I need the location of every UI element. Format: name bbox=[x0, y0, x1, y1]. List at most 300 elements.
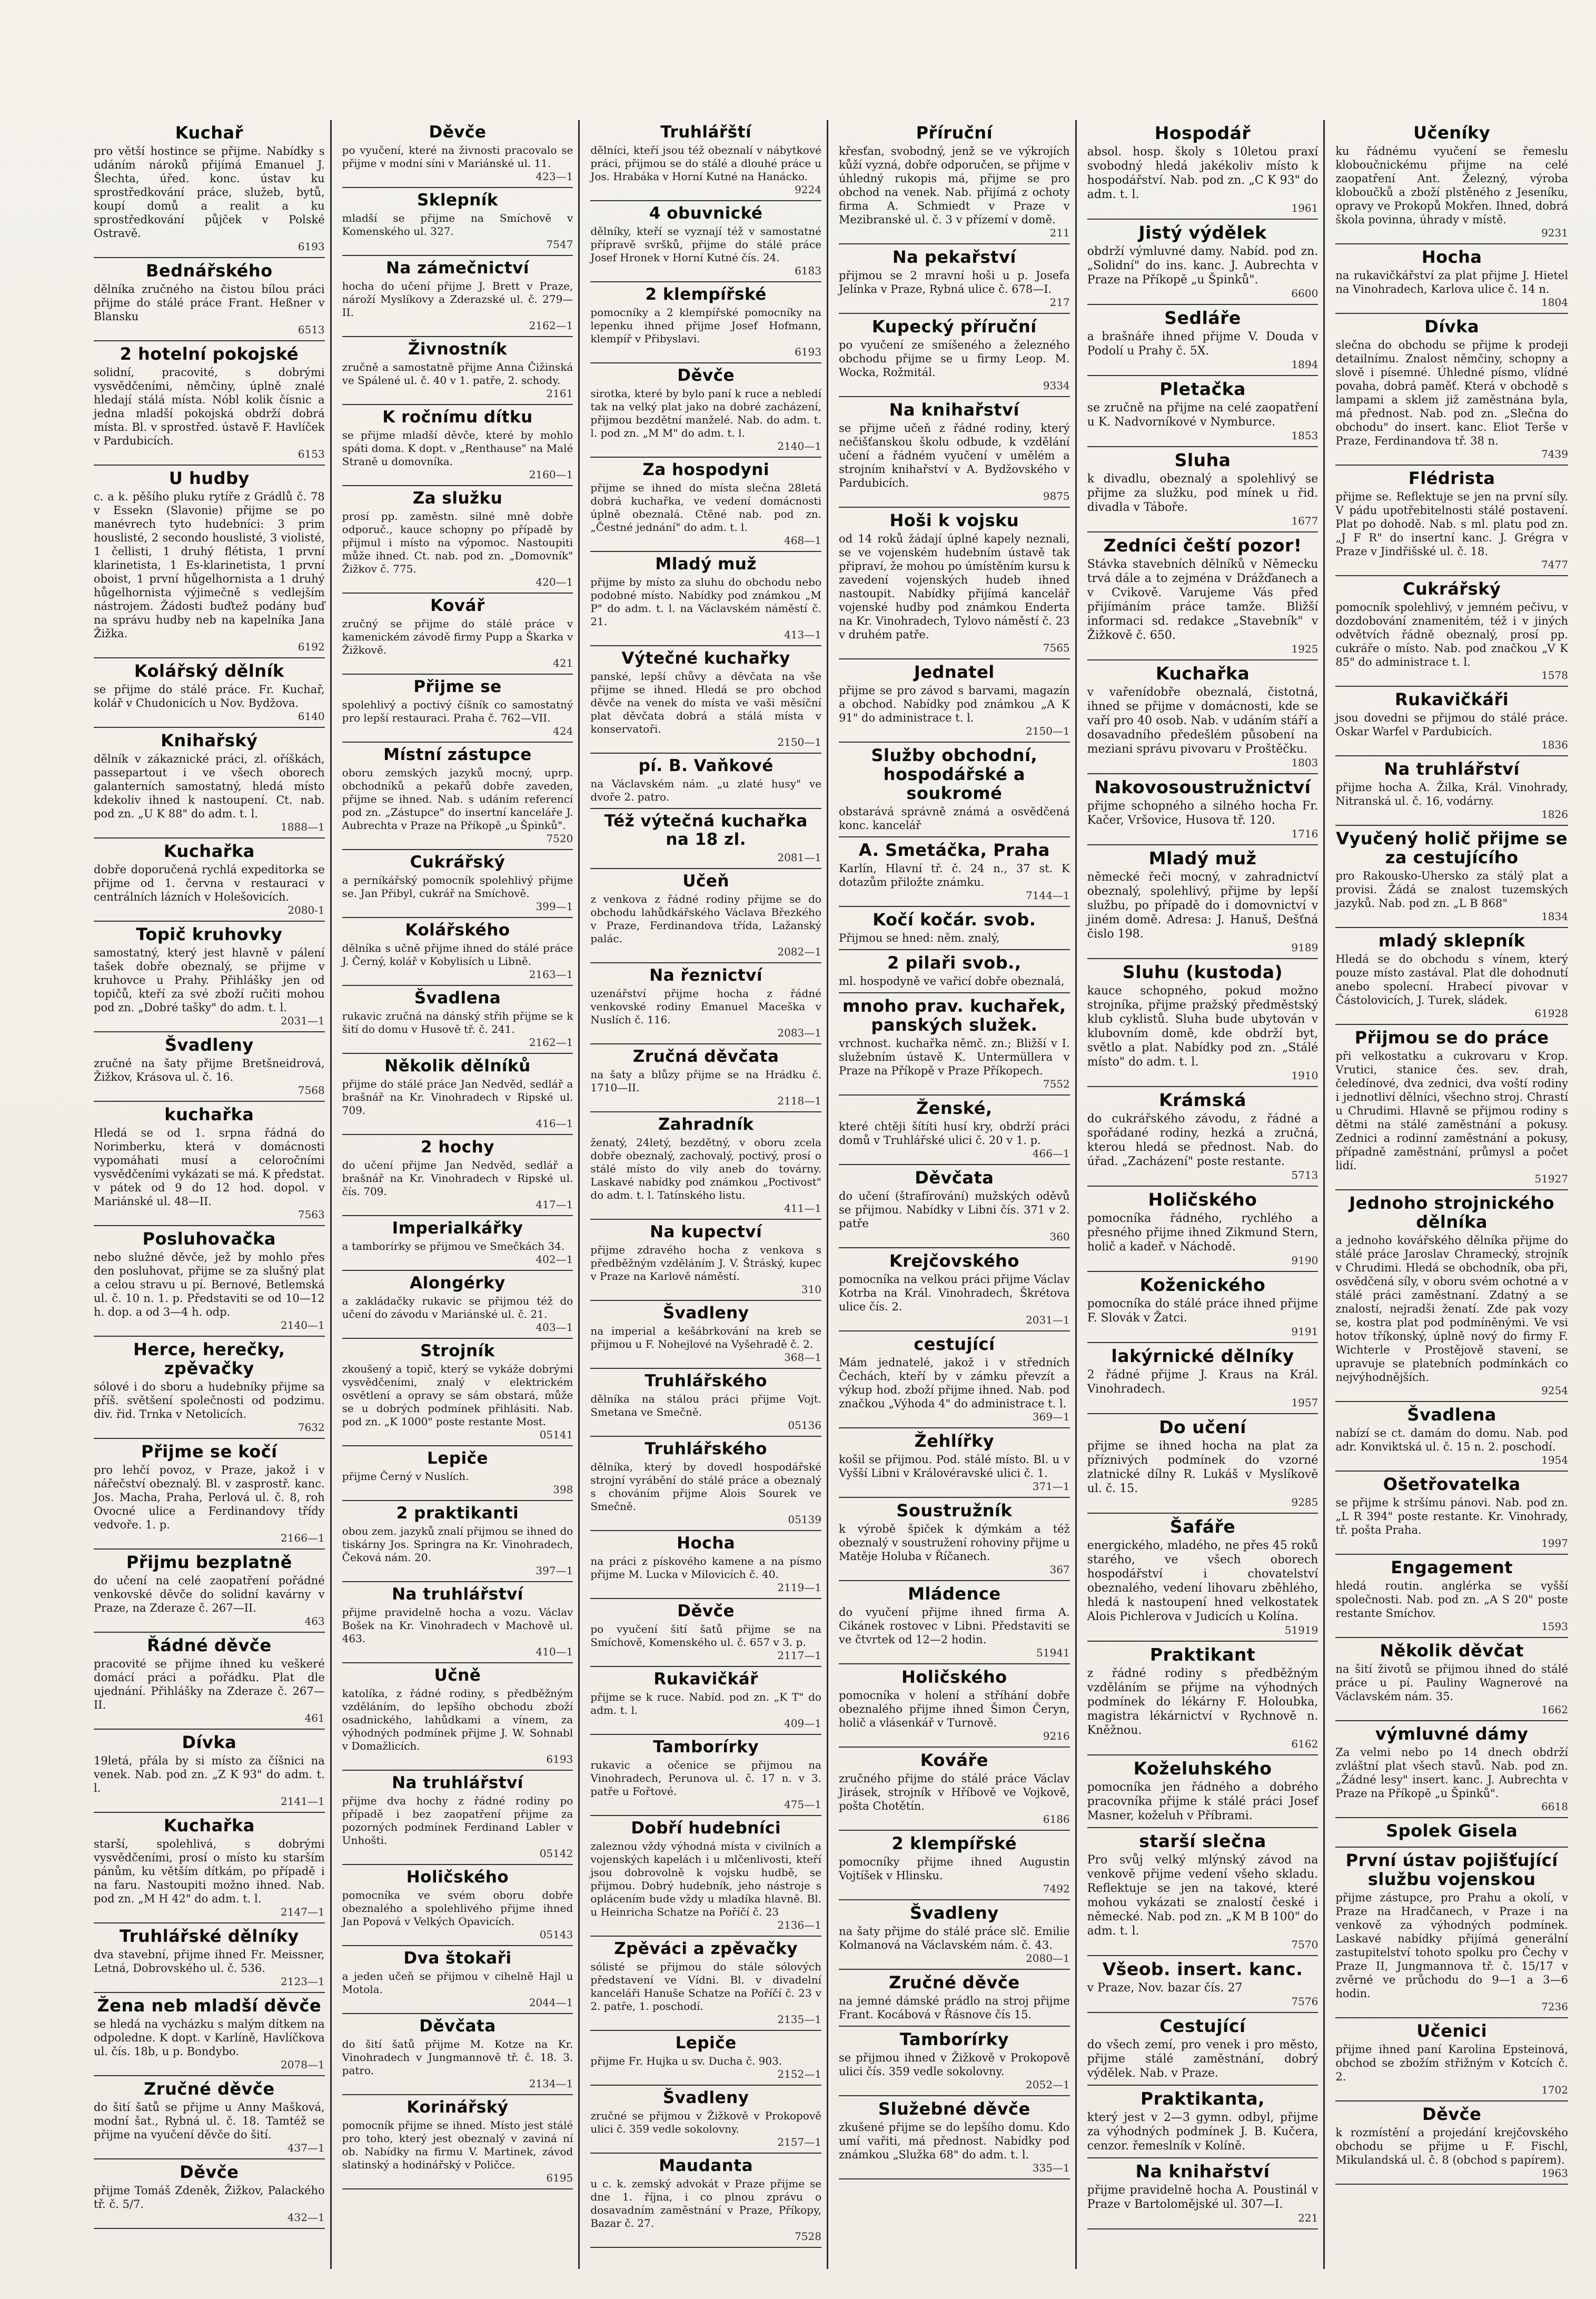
classified-ad bbox=[342, 1946, 573, 2014]
ad-body: do učení na celé zaopatření pořádné venkovské děvče do solidní kavárny v Praze, na Zderaze č. 267—II. bbox=[94, 1574, 325, 1614]
ad-heading: Knihařský bbox=[161, 731, 258, 751]
ad-body: c. a k. pěšího pluku rytíře z Grádlů č. 78 v Essekn (Slavonie) přijme se po manévrech tyto hudebníci: 3 prim houslisté, 2 secondo houslisté, 3 violisté, 1 čellisti, 1 druhý flétista, 1 první klarinetista, 1 Es-klarinetista, 1 první oboist, 1 první hůgelhornista a 1 druhý hůgelhornista výjimečně s vedlejším nástrojem. Žádosti buďtež podány buď na správu hudby neb na kapelníka Jana Žižka. bbox=[94, 490, 325, 640]
ad-reference-number: 6513 bbox=[298, 323, 325, 336]
classified-ad bbox=[590, 1937, 821, 2031]
ad-reference-number: 432—1 bbox=[287, 2211, 325, 2224]
ad-heading: Cukrářský bbox=[1402, 579, 1501, 599]
classified-ad bbox=[342, 743, 573, 850]
ad-body: slečna do obchodu se přijme k prodeji detailnímu. Znalost němčiny, schopny a slově i písemné. Úhledné písmo, vlídné povaha, dobrá paměť. Která v obchodě s lampami a sklem již zaměstnána byla, má přednost. Nab. pod zn. „Slečna do obchodu" do insert. kanc. Eliot Terše v Praze, Ferdinandova tř. 38 n. bbox=[1335, 339, 1568, 447]
ad-body: sólisté se přijmou do stále sólových představení ve Vídni. Bl. v divadelní kanceláři Hanuše Schatze na Poříčí č. 23 v 2. patře, 1. poschodí. bbox=[590, 1960, 821, 2012]
ad-body: na imperial a kešábrkování na kreb se přijmou u F. Nohejlové na Vyšehradě č. 2. bbox=[590, 1325, 821, 1350]
classified-ad bbox=[94, 2076, 325, 2159]
ad-reference-number: 05141 bbox=[539, 1428, 573, 1441]
ad-reference-number: 51941 bbox=[1036, 1646, 1070, 1659]
ad-reference-number: 1826 bbox=[1541, 808, 1568, 821]
ad-heading: Děvče bbox=[1422, 2104, 1482, 2124]
ad-heading: Zahradník bbox=[658, 1115, 754, 1134]
classified-ad bbox=[342, 594, 573, 675]
ad-body: k divadlu, obeznalý a spolehlivý se přijme za služku, pod mínek u řid. divadla v Táboře. bbox=[1087, 472, 1319, 514]
ad-heading: Soustružník bbox=[896, 1501, 1013, 1521]
ad-reference-number: 2157—1 bbox=[777, 2136, 821, 2148]
ad-reference-number: 417—1 bbox=[536, 1198, 573, 1211]
classified-ad bbox=[94, 1813, 325, 1923]
ad-body: u c. k. zemský advokát v Praze přijme se dne 1. října, i co plnou zprávu o dosavadním zaměstnání v Praze, Příkopy, Bazar č. 27. bbox=[590, 2177, 821, 2229]
classified-ad bbox=[839, 397, 1070, 508]
ad-body: kauce schopného, pokud možno strojníka, přijme pražský předměstský klub cyklistů. Sluha bude ubytován v klubovním domě, kde obdrží byt, světlo a plat. Nabídky pod zn. „Stálé místo" do adm. t. l. bbox=[1087, 984, 1319, 1069]
ad-body: pracovité se přijme ihned ku veškeré domácí práci a pořádku. Plat dle ujednání. Přihlášky na Zderaze č. 267—II. bbox=[94, 1657, 325, 1711]
ad-heading: Mladý muž bbox=[1148, 848, 1257, 869]
ad-body: k rozmístění a projedání krejčovského obchodu se přijme u F. Fischl, Mikulandská ul. č. 8 (obchod s papírem). bbox=[1335, 2126, 1568, 2166]
ad-body: na jemné dámské prádlo na stroj přijme Frant. Kocábová v Řásnove čís 15. bbox=[838, 1995, 1070, 2021]
ad-heading: Na zámečnictví bbox=[385, 259, 530, 278]
ad-body: starší, spolehlivá, s dobrými vysvědčeními, prosí o místo ku starším pánům, ku větším dítkám, po případě i na faru. Nastoupiti možno ihned. Nab. pod zn. „M H 42" do adm. t. l. bbox=[94, 1838, 325, 1905]
ad-body: pomocníky a 2 klempířské pomocníky na lepenku ihned přijme Josef Hofmann, klempíř v Přibyslavi. bbox=[590, 306, 821, 345]
ad-reference-number: 217 bbox=[1049, 296, 1070, 309]
ad-reference-number: 2082—1 bbox=[777, 945, 821, 958]
ad-body: sólové i do sboru a hudebníky přijme sa příš. světšení společnosti od podzimu. div. řid. Trnka v Netolicích. bbox=[94, 1380, 325, 1420]
classified-ad bbox=[94, 1550, 325, 1633]
ad-body: dělník v zákaznické práci, zl. oříškách, passepartout i ve všech oborech galanterních samostatný, hledá místo kdekoliv ihned k nastoupení. Ct. nab. pod zn. „U K 88" do adm. t. l. bbox=[94, 753, 325, 820]
ad-reference-number: 2140—1 bbox=[281, 1319, 325, 1331]
ad-heading: A. Smetáčka, Praha bbox=[858, 840, 1050, 860]
ad-heading: Rukavičkář bbox=[653, 1670, 758, 1689]
ad-reference-number: 423—1 bbox=[536, 170, 573, 183]
classified-ad bbox=[1087, 1087, 1319, 1187]
ad-reference-number: 437—1 bbox=[287, 2142, 325, 2154]
ad-heading: Místní zástupce bbox=[383, 745, 532, 764]
ad-heading: Zpěváci a zpěvačky bbox=[614, 1939, 798, 1958]
ad-heading: Šafáře bbox=[1169, 1516, 1236, 1537]
ad-heading: Kuchařka bbox=[163, 841, 255, 861]
ad-body: a perníkářský pomocník spolehlivý přijme se. Jan Přibyl, cukrář na Smíchově. bbox=[342, 874, 573, 900]
ad-reference-number: 51919 bbox=[1284, 1624, 1319, 1636]
ad-heading: Koženického bbox=[1139, 1275, 1266, 1295]
ad-heading: Též výtečná kuchařka na 18 zl. bbox=[604, 812, 808, 849]
ad-heading: Švadleny bbox=[164, 1035, 254, 1055]
ad-heading: Alongérky bbox=[410, 1274, 505, 1292]
ad-reference-number: 2162—1 bbox=[529, 1036, 573, 1049]
ad-heading: Posluhovačka bbox=[142, 1229, 276, 1249]
ad-heading: Krejčovského bbox=[889, 1251, 1019, 1271]
ad-reference-number: 1963 bbox=[1541, 2167, 1568, 2179]
ad-heading: Sedláře bbox=[1164, 308, 1241, 328]
ad-body: pro lehčí povoz, v Praze, jakož i v nářečství obeznalý. Bl. v zasprostř. kanc. Jos. Macha, Praha, Perlová ul. č. 8, roh Ovocné ulice a Ferdinandovy třídy vedvoře. 1. p. bbox=[94, 1464, 325, 1531]
classified-ad bbox=[839, 2096, 1070, 2179]
ad-body: pro Rakousko-Uhersko za stálý plat a provisi. Žádá se znalost tuzemských jazyků. Nab. pod zn. „L B 868" bbox=[1335, 870, 1568, 910]
ad-heading: Řádné děvče bbox=[147, 1635, 272, 1655]
ad-reference-number: 420—1 bbox=[536, 576, 573, 588]
classified-ad bbox=[839, 508, 1070, 659]
ad-heading: Krámská bbox=[1159, 1090, 1246, 1110]
classified-ad bbox=[1087, 220, 1319, 305]
ad-heading: výmluvné dámy bbox=[1375, 1724, 1529, 1744]
ad-heading: Děvčata bbox=[419, 2017, 496, 2036]
classified-ad bbox=[1335, 928, 1568, 1025]
classified-ad bbox=[590, 2031, 821, 2086]
ad-reference-number: 2136—1 bbox=[777, 1919, 821, 1931]
ad-heading: Živnostník bbox=[408, 340, 508, 359]
ad-heading: Ošetřovatelka bbox=[1383, 1474, 1521, 1494]
ad-reference-number: 1677 bbox=[1291, 515, 1319, 527]
ad-body: přijme dva hochy z řádné rodiny po případě i bez zaopatření přijme za pozorných podmínek Ferdinand Labler v Unhošti. bbox=[342, 1794, 573, 1847]
ad-heading: Služebné děvče bbox=[878, 2099, 1030, 2119]
ad-heading: Přijmu bezplatně bbox=[126, 1552, 292, 1572]
classified-ad bbox=[342, 1501, 573, 1582]
ad-heading: Švadleny bbox=[662, 2088, 749, 2107]
ad-heading: Cestující bbox=[1159, 2016, 1246, 2036]
classified-ad bbox=[839, 314, 1070, 397]
ad-reference-number: 468—1 bbox=[784, 534, 821, 547]
ad-body: se přijme k stršímu pánovi. Nab. pod zn. „L R 394" poste restante. Kr. Vinohrady, tř. pošta Praha. bbox=[1335, 1496, 1568, 1536]
ad-heading: Strojník bbox=[420, 1341, 495, 1360]
classified-ad bbox=[1087, 1642, 1319, 1755]
ad-reference-number: 2031—1 bbox=[281, 1014, 325, 1027]
ad-heading: Na řeznictví bbox=[649, 966, 763, 985]
ad-reference-number: 6192 bbox=[298, 640, 325, 653]
ad-body: se přijme učeň z řádné rodiny, který nečišťanskou školu odbude, k vzdělání učení a řádném vyučení v umělém a strojním knihařství v A. Bydžovského v Pardubicích. bbox=[838, 422, 1070, 489]
ad-reference-number: 398 bbox=[553, 1483, 573, 1496]
ad-body: po vyučení, které na živnosti pracovalo se přijme v modní síni v Mariánské ul. 11. bbox=[342, 144, 573, 170]
classified-ad bbox=[839, 1428, 1070, 1498]
ad-body: ženatý, 24letý, bezdětný, v oboru zcela dobře obeznalý, zachovalý, poctivý, prosí o stálé místo do vily aneb do továrny. Laskavé nabídky pod známkou „Poctivost" do adm. t. l. Tatínského listu. bbox=[590, 1136, 821, 1201]
ad-reference-number: 475—1 bbox=[784, 1798, 821, 1811]
classified-ad bbox=[1087, 2086, 1319, 2158]
ad-reference-number: 7477 bbox=[1541, 558, 1568, 571]
classified-ad bbox=[1335, 1848, 1568, 2018]
ad-heading: Sluha bbox=[1174, 450, 1231, 470]
column-3 bbox=[585, 120, 828, 2269]
ad-body: při velkostatku a cukrovaru v Krop. Vrutici, stanice čes. sev. drah, čeledínové, dva zednici, dva voští rodiny i jednotliví dělníci, všechno stroj. Chrastí u Chrudimi. Hlavně se přijmou rodiny s dětmi na stálé zaměstnání a pokusy. Zednici a rodinní zaměstnání a pokusy, případně zaměstnání, průmysl a počet lidí. bbox=[1335, 1050, 1568, 1172]
ad-heading: Mladý muž bbox=[655, 555, 757, 574]
ad-heading: Hocha bbox=[677, 1534, 736, 1553]
ad-reference-number: 399—1 bbox=[536, 900, 573, 913]
ad-reference-number: 371—1 bbox=[1032, 1480, 1070, 1493]
ad-reference-number: 335—1 bbox=[1032, 2162, 1070, 2174]
column-2 bbox=[337, 120, 580, 2269]
ad-heading: Sluhu (kustoda) bbox=[1122, 962, 1283, 982]
ad-body: zkušené přijme se do lepšího domu. Kdo umí vařiti, má přednost. Nabídky pod známkou „Služka 68" do adm. t. l. bbox=[838, 2121, 1070, 2161]
classified-ad bbox=[342, 1663, 573, 1771]
ad-heading: Kupecký příruční bbox=[871, 317, 1037, 337]
classified-ad bbox=[1335, 756, 1568, 826]
ad-heading: Zedníci čeští pozor! bbox=[1103, 535, 1302, 556]
classified-ad bbox=[839, 1248, 1070, 1331]
ad-body: katolíka, z řádné rodiny, s předběžným vzděláním, do lepšího obchodu zboží osadnického, lahůdkami a vínem, za výhodných podmínek přijme J. W. Sohnabl v Domažlicích. bbox=[342, 1687, 573, 1752]
ad-heading: cestující bbox=[914, 1334, 995, 1354]
classified-ad bbox=[839, 993, 1070, 1096]
ad-reference-number: 1702 bbox=[1541, 2084, 1568, 2096]
ad-heading: Truhlářské dělníky bbox=[119, 1926, 299, 1946]
ad-body: rukavic a očenice se přijmou na Vinohradech, Perunova ul. č. 17 n. v 3. patře u Fořtové. bbox=[590, 1759, 821, 1798]
ad-body: pomocníka řádného, rychlého a přesného přijme ihned Zikmund Stern, holič a kadeř. v Náchodě. bbox=[1087, 1212, 1319, 1254]
classified-ad bbox=[839, 1664, 1070, 1748]
ad-body: na šaty přijme do stálé práce slč. Emilie Kolmanová na Václavském nám. č. 43. bbox=[838, 1925, 1070, 1951]
ad-reference-number: 397—1 bbox=[536, 1564, 573, 1577]
classified-ad bbox=[590, 754, 821, 809]
ad-reference-number: 9191 bbox=[1291, 1325, 1319, 1338]
ad-heading: Služby obchodní, hospodářské a soukromé bbox=[871, 745, 1038, 803]
ad-body: obstarává správně známá a osvědčená konc. kancelář bbox=[838, 805, 1070, 832]
classified-ad bbox=[342, 120, 573, 188]
ad-reference-number: 7528 bbox=[795, 2230, 821, 2243]
classified-ad bbox=[342, 188, 573, 256]
classified-ad bbox=[1335, 314, 1568, 466]
ad-body: pomocník přijme se ihned. Místo jest stálé pro toho, který jest obeznalý v zaviná ní ob. Nabídky na firmu V. Martinek, závod slatinský a hodinářský v Poličce. bbox=[342, 2119, 573, 2171]
classified-ad bbox=[1335, 466, 1568, 576]
classified-ad bbox=[839, 907, 1070, 950]
ad-reference-number: 310 bbox=[801, 1283, 821, 1296]
ad-reference-number: 2080-1 bbox=[288, 904, 325, 916]
ad-heading: Na truhlářství bbox=[392, 1773, 523, 1792]
classified-ad bbox=[590, 1816, 821, 1937]
ad-body: přijme se k ruce. Nabíd. pod zn. „K T" do adm. t. l. bbox=[590, 1691, 821, 1716]
classified-ad bbox=[342, 2014, 573, 2095]
ad-reference-number: 463 bbox=[304, 1615, 325, 1627]
classified-ad bbox=[342, 918, 573, 986]
ad-body: do šití šatů přijme M. Kotze na Kr. Vinohradech v Jungmannově tř. č. 18. 3. patro. bbox=[342, 2038, 573, 2077]
ad-body: na rukavičkářství za plat přijme J. Hietel na Vinohradech, Karlova ulice č. 14 n. bbox=[1335, 269, 1568, 295]
ad-reference-number: 369—1 bbox=[1032, 1410, 1070, 1423]
classified-ad bbox=[342, 1865, 573, 1946]
ad-body: z řádné rodiny s předběžným vzděláním se přijme na výhodných podmínek do lékárny F. Holoubka, magistra lékárnictví v Rychnově n. Kněžnou. bbox=[1087, 1667, 1319, 1737]
ad-body: a jeden učeň se přijmou v cihelně Hajl u Motola. bbox=[342, 1970, 573, 1996]
classified-ad bbox=[839, 1748, 1070, 1831]
ad-reference-number: 1910 bbox=[1291, 1069, 1319, 1082]
classified-ad bbox=[590, 869, 821, 963]
ad-reference-number: 6140 bbox=[298, 710, 325, 723]
classified-ad bbox=[1087, 447, 1319, 532]
ad-reference-number: 403—1 bbox=[536, 1321, 573, 1334]
classified-ad bbox=[839, 659, 1070, 743]
ad-reference-number: 05139 bbox=[788, 1513, 821, 1526]
ad-reference-number: 368—1 bbox=[784, 1351, 821, 1364]
classified-ad bbox=[1087, 1755, 1319, 1828]
ad-body: Karlín, Hlavní tř. č. 24 n., 37 st. K dotazům přiložte známku. bbox=[838, 862, 1070, 889]
ad-heading: Kuchař bbox=[175, 123, 243, 143]
classified-ad bbox=[94, 1337, 325, 1439]
ad-heading: Vyučený holič přijme se za cestujícího bbox=[1336, 828, 1568, 867]
classified-ad bbox=[94, 1102, 325, 1226]
ad-reference-number: 6195 bbox=[546, 2172, 573, 2184]
ad-reference-number: 6600 bbox=[1291, 287, 1319, 300]
ad-body: dělníka s učně přijme ihned do stálé práce J. Černý, kolář v Kobylisích u Libně. bbox=[342, 942, 573, 968]
ad-body: od 14 roků žádají úplné kapely neznali, se ve vojenském hudebním ústavě tak připraví, že mohou po úmístěním kursu k zavedení vojenských hudeb ihned nastoupit. Nabídky přijímá kancelář vojenské hudby pod známkou Enderta na Kr. Vinohradech, Tylovo náměstí č. 23 v druhém patře. bbox=[838, 532, 1070, 641]
ad-body: přijme do stálé práce Jan Nedvěd, sedlář a brašnář na Kr. Vinohradech v Ripské ul. 709. bbox=[342, 1078, 573, 1117]
ad-reference-number: 9875 bbox=[1043, 490, 1070, 502]
ad-reference-number: 1888—1 bbox=[281, 821, 325, 833]
ad-heading: Na knihařství bbox=[1135, 2161, 1270, 2182]
ad-reference-number: 9216 bbox=[1043, 1730, 1070, 1742]
ad-reference-number: 2123—1 bbox=[281, 1975, 325, 1988]
ad-body: přijmou se 2 mravní hoši u p. Josefa Jelínka v Praze, Rybná ulice č. 678—I. bbox=[838, 269, 1070, 295]
ad-reference-number: 2141—1 bbox=[281, 1795, 325, 1808]
ad-body: zručné se přijmou v Žižkově v Prokopově ulici č. 359 vedle sokolovny. bbox=[590, 2109, 821, 2135]
ad-heading: Na knihařství bbox=[889, 400, 1019, 420]
ad-body: rukavic zručná na dánský střih přijme se k šití do domu v Husově tř. č. 241. bbox=[342, 1010, 573, 1035]
ad-heading: Učeníky bbox=[1413, 123, 1491, 143]
ad-reference-number: 466—1 bbox=[1032, 1147, 1070, 1160]
ad-heading: Holičského bbox=[406, 1868, 509, 1887]
ad-heading: Flédrista bbox=[1408, 468, 1495, 488]
ad-reference-number: 6618 bbox=[1541, 1800, 1568, 1813]
ad-reference-number: 2080—1 bbox=[1026, 1952, 1070, 1965]
classified-ad bbox=[1087, 1514, 1319, 1642]
classified-ad bbox=[590, 809, 821, 869]
classified-ad bbox=[1087, 376, 1319, 447]
classified-ad bbox=[1087, 845, 1319, 959]
ad-heading: Příruční bbox=[916, 123, 993, 143]
ad-body: 2 řádné přijme J. Kraus na Král. Vinohradech. bbox=[1087, 1368, 1319, 1396]
ad-heading: 2 hochy bbox=[421, 1138, 494, 1157]
ad-body: hledá routin. anglérka se vyšší společnosti. Nab. pod zn. „A S 20" poste restante Smíchov. bbox=[1335, 1580, 1568, 1620]
ad-heading: Rukavičkáři bbox=[1395, 689, 1509, 709]
classified-ad bbox=[94, 341, 325, 466]
classified-ad bbox=[1335, 120, 1568, 244]
ad-body: zručné na šaty přijme Bretšneidrová, Žižkov, Krásova ul. č. 16. bbox=[94, 1057, 325, 1083]
ad-body: se zručně na přijme na celé zaopatření u K. Nadvorníkové v Nymburce. bbox=[1087, 401, 1319, 429]
ad-body: Stávka stavebních dělníků v Německu trvá dále a to zejména v Drážďanech a v Cvikově. Varujeme Vás před přijímáním práce tamže. Bližší informaci sd. redakce „Stavebník" v Žižkově č. 650. bbox=[1087, 558, 1319, 642]
ad-body: Za velmi nebo po 14 dnech obdrží zvláštní plat všech stavů. Nab. pod zn. „Žádné lesy" insert. kanc. J. Aubrechta v Praze na Příkopě „u Špinků". bbox=[1335, 1746, 1568, 1800]
ad-heading: Spolek Gisela bbox=[1386, 1821, 1518, 1841]
ad-reference-number: 2052—1 bbox=[1026, 2078, 1070, 2091]
ad-heading: Hoši k vojsku bbox=[889, 510, 1019, 530]
ad-body: se přijme mladší děvče, které by mohlo spáti doma. K dopt. v „Renthause" na Malé Straně u domovníka. bbox=[342, 429, 573, 468]
ad-body: zručný se přijme do stálé práce v kamenickém závodě firmy Pupp a Škarka v Žižkově. bbox=[342, 617, 573, 656]
ad-body: přijme ihned paní Karolina Epsteinová, obchod se zbožím střižným v Kotcích č. 2. bbox=[1335, 2043, 1568, 2083]
ad-reference-number: 2031—1 bbox=[1026, 1314, 1070, 1326]
classified-ad bbox=[590, 1735, 821, 1816]
ad-reference-number: 2162—1 bbox=[529, 319, 573, 332]
ad-reference-number: 1578 bbox=[1541, 669, 1568, 682]
ad-reference-number: 6193 bbox=[795, 346, 821, 358]
ad-body: přijme zástupce, pro Prahu a okolí, v Praze na Hradčanech, v Praze i na venkově za výhodných podmínek. Laskavé nabídky přijímá generální zastupitelství tohoto spolku pro Čechy v Praze II, Jungmannova tř. č. 15/17 v zvěrné ve průchodu do 9—1 a 3—6 hodin. bbox=[1335, 1891, 1568, 2000]
classified-ad bbox=[839, 1831, 1070, 1900]
ad-body: energického, mladého, ne přes 45 roků starého, ve všech oborech hospodářství i chovatelství obeznalého, vedení lihovaru zběhlého, hledá k nastoupení hned velkostatek Alois Pichlerova v Judicích u Kolína. bbox=[1087, 1539, 1319, 1623]
ad-reference-number: 7552 bbox=[1043, 1078, 1070, 1090]
ad-heading: Několik děvčat bbox=[1380, 1641, 1524, 1661]
ad-heading: Pletačka bbox=[1159, 379, 1246, 399]
classified-ad bbox=[1087, 1272, 1319, 1343]
ad-body: přijme se. Reflektuje se jen na první síly. V pádu upotřebitelnosti stálé postavení. Plat po dohodě. Nab. s ml. platu pod zn. „J F R" do insertní kanc. J. Grégra v Praze v Jindřišské ul. č. 18. bbox=[1335, 490, 1568, 558]
ad-body: ml. hospodyně ve vařicí dobře obeznalá, bbox=[838, 975, 1065, 988]
ad-body: do učení (štrafírování) mužských oděvů se přijmou. Nabídky v Libni čís. 371 v 2. patře bbox=[838, 1190, 1070, 1230]
classified-ad bbox=[342, 337, 573, 405]
ad-heading: Za služku bbox=[412, 489, 503, 508]
classified-ad bbox=[1087, 1414, 1319, 1514]
ad-body: přijme pravidelně hocha A. Poustinál v Praze v Bartolomějské ul. 307—I. bbox=[1087, 2184, 1319, 2211]
ad-body: do šití šatů se přijme u Anny Mašková, modní šat., Rybná ul. č. 18. Tamtéž se přijme na vyučení děvče do šití. bbox=[94, 2101, 325, 2141]
ad-reference-number: 2119—1 bbox=[777, 1581, 821, 1594]
ad-reference-number: 6162 bbox=[1291, 1738, 1319, 1750]
ad-body: do cukrářského závodu, z řádné a spořádané rodiny, hezká a zručná, kterou hledá se přednost. Nab. do úřad. „Zacházení" poste restante. bbox=[1087, 1112, 1319, 1168]
ad-reference-number: 413—1 bbox=[784, 628, 821, 641]
ad-reference-number: 05143 bbox=[539, 1928, 573, 1941]
ad-heading: Švadlena bbox=[1407, 1405, 1496, 1425]
ad-body: spolehlivý a poctivý číšník co samostatný pro lepší restauraci. Praha č. 762—VII. bbox=[342, 698, 573, 724]
classified-ad bbox=[342, 1771, 573, 1865]
classified-ad bbox=[1087, 2013, 1319, 2086]
ad-reference-number: 61928 bbox=[1534, 1007, 1568, 1020]
ad-reference-number: 7236 bbox=[1541, 2000, 1568, 2013]
ad-heading: Korinářský bbox=[407, 2098, 509, 2117]
ad-heading: Kuchařka bbox=[1155, 663, 1250, 684]
classified-ad bbox=[94, 258, 325, 341]
ad-heading: 2 pilaři svob., bbox=[887, 953, 1022, 973]
ad-reference-number: 9224 bbox=[795, 183, 821, 196]
ad-body: z venkova z řádné rodiny přijme se do obchodu lahůdkářského Václava Březkého v Praze, Ferdinandova třída, Lažanský palác. bbox=[590, 893, 821, 945]
classified-ad bbox=[590, 1044, 821, 1112]
classified-ad bbox=[1087, 532, 1319, 660]
ad-body: Hledá se do obchodu s vínem, který pouze místo zastával. Plat dle dohodnutí anebo spolecní. Hrabecí pivovar v Částolovicích, J. Turek, sládek. bbox=[1335, 953, 1568, 1007]
ad-reference-number: 2044—1 bbox=[529, 1996, 573, 2009]
ad-body: dělníci, kteří jsou též obeznalí v nábytkové práci, přijmou se do stálé a dlouhé práce u Jos. Hrabáka v Horní Kutné na Hanácko. bbox=[590, 144, 821, 183]
ad-body: německé řeči mocný, v zahradnictví obeznalý, spolehlivý, přijme by lepší službu, po případě do i domovnictví v jiném domě. Adresa: J. Hanuš, Dešťná čislo 198. bbox=[1087, 871, 1319, 941]
ad-reference-number: 2150—1 bbox=[777, 736, 821, 748]
ad-heading: U hudby bbox=[168, 468, 250, 488]
ad-heading: Topič kruhovky bbox=[136, 924, 283, 944]
ad-body: na Václavském nám. „u zlaté husy" ve dvoře 2. patro. bbox=[590, 777, 821, 803]
ad-heading: Kolářského bbox=[405, 921, 510, 940]
ad-reference-number: 7520 bbox=[546, 832, 573, 845]
ad-reference-number: 9254 bbox=[1541, 1384, 1568, 1397]
ad-reference-number: 9334 bbox=[1043, 379, 1070, 392]
classified-ad bbox=[839, 950, 1070, 993]
ad-body: jsou dovedni se přijmou do stálé práce. Oskar Warfel v Pardubicích. bbox=[1335, 712, 1568, 738]
ad-body: pro větší hostince se přijme. Nabídky s udáním nároků přijímá Emanuel J. Šlechta, úřed. konc. ústav ku sprostředkování práce, služeb, bytů, koupí domů a realit a ku sprostředkování půjček v Polské Ostravě. bbox=[94, 145, 325, 240]
classified-ad bbox=[342, 486, 573, 594]
ad-body: zkoušený a topič, který se vykáže dobrými vysvědčeními, znalý v elektrickém osvětlení a opravy se sám obstará, může se u dobrých podmínek přihlásiti. Nab. pod zn. „K 1000" poste restante Most. bbox=[342, 1363, 573, 1428]
classified-ad bbox=[342, 1339, 573, 1446]
ad-body: 19letá, přála by si místo za číšnici na venek. Nab. pod zn. „Z K 93" do adm. t. l. bbox=[94, 1754, 325, 1794]
ad-heading: Jednatel bbox=[914, 662, 995, 682]
ad-heading: Dva štokaři bbox=[403, 1949, 512, 1968]
ad-heading: Hospodář bbox=[1154, 123, 1251, 143]
classified-ad bbox=[94, 1633, 325, 1730]
ad-reference-number: 1593 bbox=[1541, 1620, 1568, 1633]
classified-ad bbox=[590, 646, 821, 754]
classified-ad bbox=[590, 1599, 821, 1667]
classified-ad bbox=[590, 1437, 821, 1531]
ad-heading: Praktikanta, bbox=[1140, 2088, 1265, 2109]
classified-ad bbox=[590, 963, 821, 1044]
column-6 bbox=[1330, 120, 1573, 2269]
ad-heading: Přijme se bbox=[413, 677, 502, 696]
ad-heading: 4 obuvnické bbox=[649, 204, 763, 223]
classified-ad bbox=[1335, 2101, 1568, 2185]
classified-ad bbox=[1087, 1343, 1319, 1414]
ad-heading: Imperialkářky bbox=[392, 1219, 523, 1238]
ad-body: dělníka na stálou práci přijme Vojt. Smetana ve Smečně. bbox=[590, 1393, 821, 1418]
ad-body: a zakládačky rukavic se přijmou též do učení do závodu v Mariánské ul. č. 21. bbox=[342, 1295, 573, 1320]
classified-ad bbox=[342, 256, 573, 337]
ad-heading: Dívka bbox=[1424, 317, 1480, 337]
classified-ad bbox=[1087, 1187, 1319, 1272]
classified-ad bbox=[1087, 1828, 1319, 1956]
ad-body: pomocníka jen řádného a dobrého pracovníka přijme k stálé práci Josef Masner, koželuh v Příbrami. bbox=[1087, 1781, 1319, 1822]
ad-body: pomocníka do stálé práce ihned přijme F. Slovák v Žatci. bbox=[1087, 1297, 1319, 1325]
ad-body: panské, lepší chůvy a děvčata na vše přijme se ihned. Hledá se pro obchod děvče na venek do místa ve vaši měsíční plat děvčata dobrá a stálá místa v konservatoři. bbox=[590, 670, 821, 735]
ad-body: obou zem. jazyků znalí přijmou se ihned do tiskárny Jos. Springra na Kr. Vinohradech, Čeková nám. 20. bbox=[342, 1525, 573, 1564]
ad-body: nabízí se ct. damám do domu. Nab. pod adr. Konviktská ul. č. 15 n. 2. poschodí. bbox=[1335, 1427, 1568, 1453]
classified-ad bbox=[590, 120, 821, 201]
ad-body: se přijme do stálé práce. Fr. Kuchař, kolář v Chudonicích u Nov. Bydžova. bbox=[94, 683, 325, 709]
ad-body: a brašnáře ihned přijme V. Douda v Podolí u Prahy č. 5X. bbox=[1087, 330, 1319, 358]
ad-heading: Švadlena bbox=[414, 989, 501, 1008]
ad-heading: Na truhlářství bbox=[1384, 759, 1520, 779]
ad-body: k výrobě špiček k dýmkám a též obeznalý v soustružení rohoviny přijme u Matěje Holuba v Říčanech. bbox=[838, 1523, 1070, 1563]
ad-reference-number: 2078—1 bbox=[281, 2058, 325, 2071]
classified-ad bbox=[839, 743, 1070, 837]
